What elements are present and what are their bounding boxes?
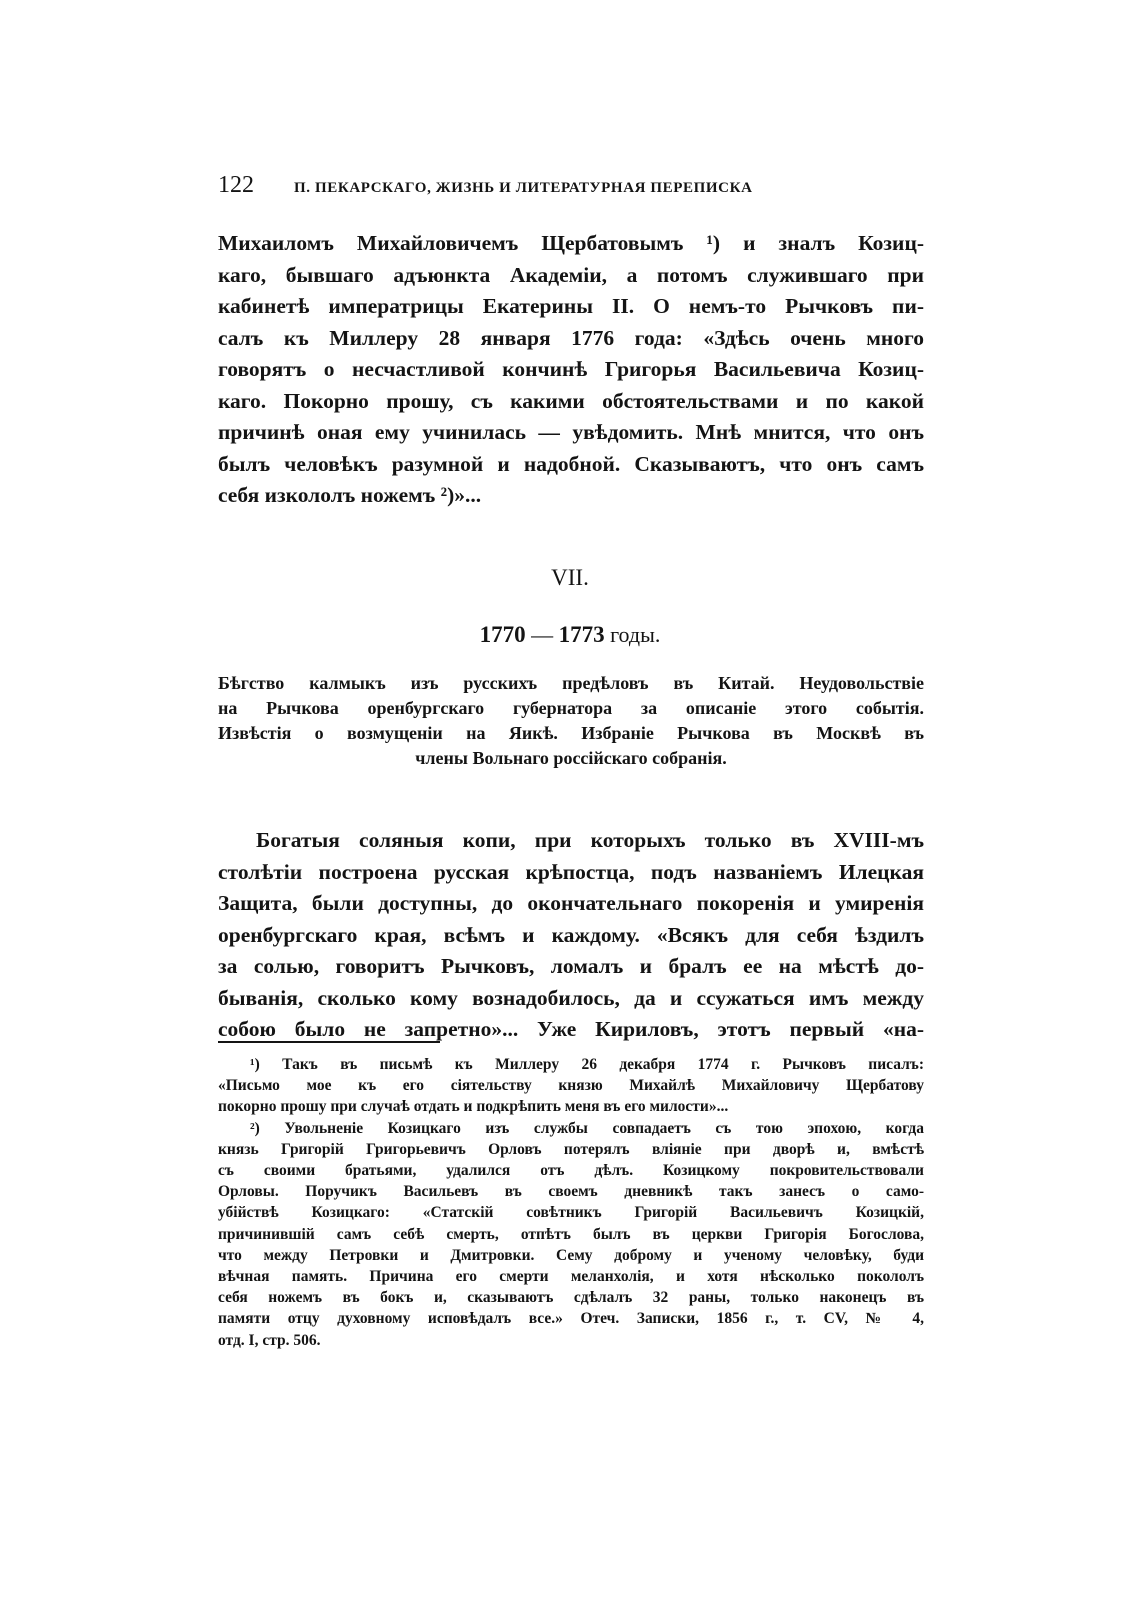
text-line: Михаиломъ Михайловичемъ Щербатовымъ ¹) и зналъ Козиц- <box>218 231 924 255</box>
footnote-line: убійствѣ Козицкаго: «Статскій совѣтникъ Григорій Васильевичъ Козицкій, <box>218 1204 924 1222</box>
years-word: годы. <box>604 622 661 647</box>
text-line: каго, бывшаго адъюнкта Академіи, а потомъ служившаго при <box>218 262 924 287</box>
text-line: быванія, сколько кому вознадобилось, да и ссужаться имъ между <box>218 985 924 1010</box>
footnote-line: что между Петровки и Дмитровки. Сему доброму и ученому человѣку, буди <box>218 1246 924 1264</box>
running-title: П. ПЕКАРСКАГО, ЖИЗНЬ И ЛИТЕРАТУРНАЯ ПЕРЕПИСКА <box>294 180 753 196</box>
text-line: говорятъ о несчастливой кончинѣ Григорья Васильевича Козиц- <box>218 357 924 381</box>
page-header <box>218 172 924 199</box>
page-number: 122 <box>218 172 254 198</box>
top-paragraph <box>218 228 924 512</box>
main-paragraph <box>218 825 924 1046</box>
footnote-line: отд. I, стр. 506. <box>218 1331 321 1349</box>
summary-line: Бѣгство калмыкъ изъ русскихъ предѣловъ въ Китай. Неудовольствіе <box>218 673 924 693</box>
text-line: салъ къ Миллеру 28 января 1776 года: «Здѣсь очень много <box>218 325 924 350</box>
text-line: столѣтіи построена русская крѣпостца, подъ названіемъ Илецкая <box>218 859 924 884</box>
text-line: оренбургскаго края, всѣмъ и каждому. «Всякъ для себя ѣздилъ <box>218 922 924 947</box>
footnote-line: себя ножемъ въ бокъ и, сказываютъ сдѣлалъ 32 раны, только наконецъ въ <box>218 1289 924 1307</box>
section-number: VII. <box>551 565 589 590</box>
footnote-line: «Письмо мое къ его сіятельству князю Михайлѣ Михайловичу Щербатову <box>218 1077 924 1095</box>
year-end: 1773 <box>558 622 605 647</box>
footnote-divider <box>218 1041 440 1043</box>
footnote-line: вѣчная память. Причина его смерти меланхолія, и хотя нѣсколько покололъ <box>218 1268 924 1286</box>
footnote-line: ²) Увольненіе Козицкаго изъ службы совпадаетъ съ тою эпохою, когда <box>250 1119 924 1137</box>
footnote-line: причинившій самъ себѣ смерть, отпѣтъ былъ въ церкви Григорія Богослова, <box>218 1225 924 1243</box>
summary-line: на Рычкова оренбургскаго губернатора за описаніе этого событія. <box>218 698 924 718</box>
year-start: 1770 <box>479 622 526 647</box>
text-line: кабинетѣ императрицы Екатерины II. О немъ-то Рычковъ пи- <box>218 294 924 318</box>
footnote-line: съ своими братьями, удалился отъ дѣлъ. Козицкому покровительствовали <box>218 1162 924 1180</box>
chapter-summary <box>218 671 924 771</box>
text-line: себя изкололъ ножемъ ²)»... <box>218 483 482 507</box>
text-line: за солью, говоритъ Рычковъ, ломалъ и бралъ ее на мѣстѣ до- <box>218 954 924 978</box>
text-line: собою было не запретно»... Уже Кириловъ, этотъ первый «на- <box>218 1017 924 1041</box>
text-line: былъ человѣкъ разумной и надобной. Сказываютъ, что онъ самъ <box>218 451 924 476</box>
summary-line: Извѣстія о возмущеніи на Яикѣ. Избраніе Рычкова въ Москвѣ въ <box>218 723 924 743</box>
summary-line: члены Вольнаго россійскаго собранія. <box>415 748 727 768</box>
text-line: Защита, были доступны, до окончательнаго покоренія и умиренія <box>218 891 924 915</box>
year-dash: — <box>525 622 559 647</box>
footnote-line: ¹) Такъ въ письмѣ къ Миллеру 26 декабря 1774 г. Рычковъ писалъ: <box>250 1056 924 1073</box>
text-line: причинѣ оная ему учинилась — увѣдомить. Мнѣ мнится, что онъ <box>218 420 924 444</box>
footnote-line: памяти отцу духовному исповѣдалъ все.» Отеч. Записки, 1856 г., т. CV, № 4, <box>218 1310 924 1328</box>
text-line: Богатыя соляныя копи, при которыхъ только въ XVIII-мъ <box>256 828 924 852</box>
section-years <box>0 622 1140 648</box>
footnote-line: Орловы. Поручикъ Васильевъ въ своемъ дневникѣ такъ занесъ о само- <box>218 1183 924 1201</box>
footnote-line: покорно прошу при случаѣ отдать и подкрѣпить меня въ его милости»... <box>218 1098 729 1116</box>
footnote-line: князь Григорій Григорьевичъ Орловъ потерялъ вліяніе при дворѣ и, вмѣстѣ <box>218 1140 924 1158</box>
footnotes <box>218 1054 924 1351</box>
text-line: каго. Покорно прошу, съ какими обстоятельствами и по какой <box>218 388 924 413</box>
